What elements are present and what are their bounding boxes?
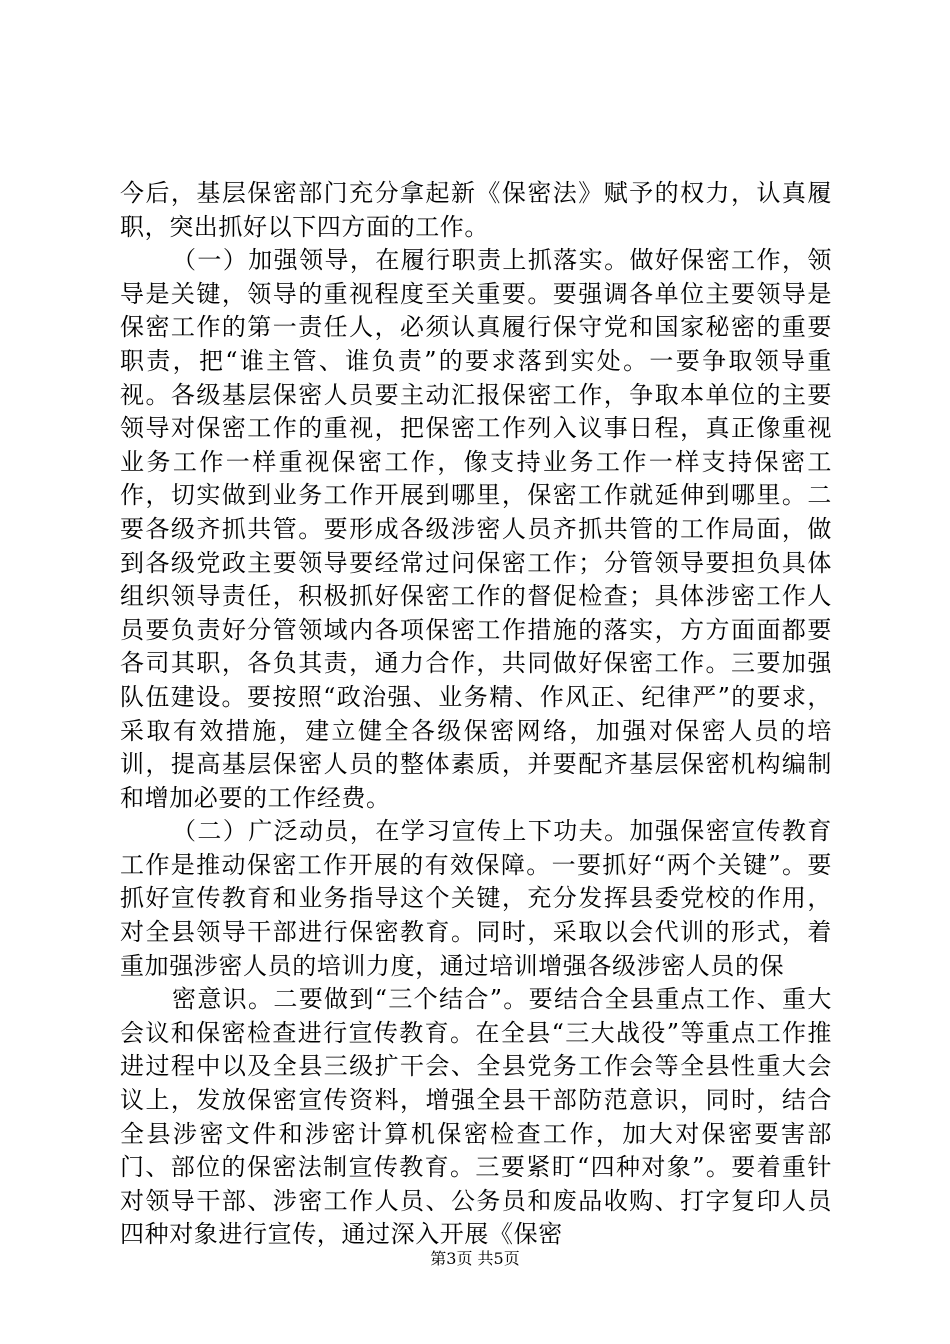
document-body — [120, 177, 832, 1252]
page-footer — [0, 1246, 950, 1269]
paragraph-intro: 今后，基层保密部门充分拿起新《保密法》赋予的权力，认真履职，突出抓好以下四方面的工作。 — [120, 179, 832, 241]
paragraph-continuation: 密意识。二要做到“三个结合”。要结合全县重点工作、重大会议和保密检查进行宣传教育。在全县“三大战役”等重点工作推进过程中以及全县三级扩干会、全县党务工作会等全县性重大会议上，发放保密宣传资料，增强全县干部防范意识，同时，结合全县涉密文件和涉密计算机保密检查工作，加大对保密要害部门、部位的保密法制宣传教育。三要紧盯“四种对象”。要着重针对领导干部、涉密工作人员、公务员和废品收购、打字复印人员四种对象进行宣传，通过深入开展《保密 — [120, 985, 832, 1249]
paragraph-section-one: （一）加强领导，在履行职责上抓落实。做好保密工作，领导是关键，领导的重视程度至关重要。要强调各单位主要领导是保密工作的第一责任人，必须认真履行保守党和国家秘密的重要职责，把“谁主管、谁负责”的要求落到实处。一要争取领导重视。各级基层保密人员要主动汇报保密工作，争取本单位的主要领导对保密工作的重视，把保密工作列入议事日程，真正像重视业务工作一样重视保密工作，像支持业务工作一样支持保密工作，切实做到业务工作开展到哪里，保密工作就延伸到哪里。二要各级齐抓共管。要形成各级涉密人员齐抓共管的工作局面，做到各级党政主要领导要经常过问保密工作；分管领导要担负具体组织领导责任，积极抓好保密工作的督促检查；具体涉密工作人员要负责好分管领域内各项保密工作措施的落实，方方面面都要各司其职，各负其责，通力合作，共同做好保密工作。三要加强队伍建设。要按照“政治强、业务精、作风正、纪律严”的要求，采取有效措施，建立健全各级保密网络，加强对保密人员的培训，提高基层保密人员的整体素质，并要配齐基层保密机构编制和增加必要的工作经费。 — [120, 246, 832, 812]
paragraph-section-two: （二）广泛动员，在学习宣传上下功夫。加强保密宣传教育工作是推动保密工作开展的有效保障。一要抓好“两个关键”。要抓好宣传教育和业务指导这个关键，充分发挥县委党校的作用，对全县领导干部进行保密教育。同时，采取以会代训的形式，着重加强涉密人员的培训力度，通过培训增强各级涉密人员的保 — [120, 817, 832, 980]
page-number-label: 第3页 共5页 — [430, 1249, 520, 1268]
